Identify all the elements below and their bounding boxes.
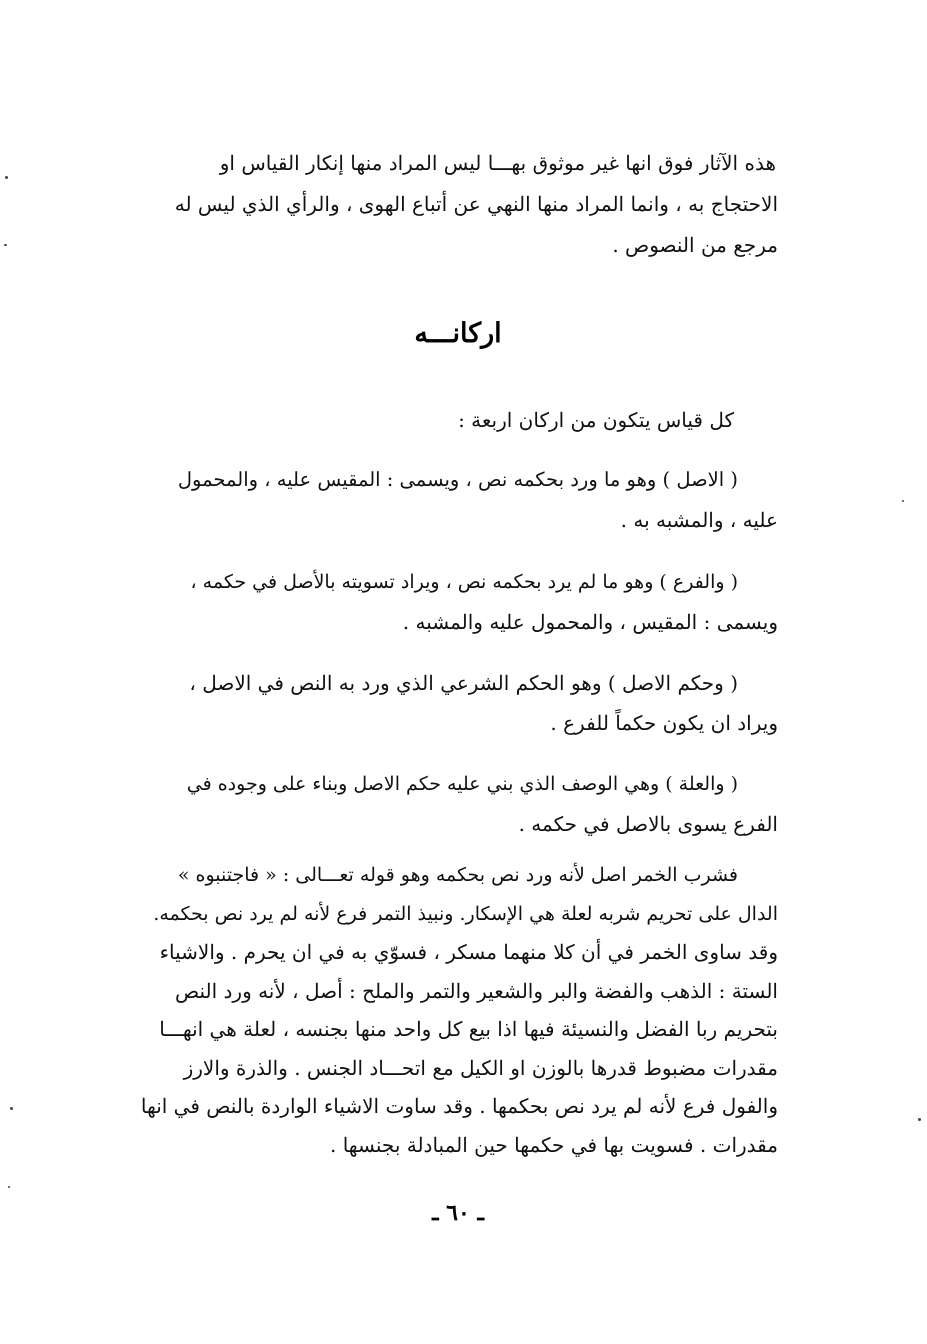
- scan-speck: [8, 1186, 10, 1188]
- scan-speck: [4, 244, 7, 246]
- example-line: فشرب الخمر اصل لأنه ورد نص بحكمه وهو قوله تعـــالى : « فاجتنبوه »: [177, 864, 738, 886]
- intro-line: الاحتجاج به ، وانما المراد منها النهي عن أتباع الهوى ، والرأي الذي ليس له: [174, 192, 778, 216]
- pillar-line: ويسمى : المقيس ، والمحمول عليه والمشبه .: [402, 610, 778, 634]
- pillar-asl: [138, 460, 778, 540]
- example-line: وقد ساوى الخمر في أن كلا منهما مسكر ، فسوّي به في ان يحرم . والاشياء: [159, 940, 778, 964]
- pillar-line: ( الاصل ) وهو ما ورد بحكمه نص ، ويسمى : المقيس عليه ، والمحمول: [177, 468, 738, 491]
- scan-speck: [918, 1118, 921, 1121]
- pillar-line: الفرع يسوى بالاصل في حكمه .: [518, 812, 778, 836]
- example-line: الدال على تحريم شربه لعلة هي الإسكار. ونبيذ التمر فرع لأنه لم يرد نص بحكمه.: [153, 902, 778, 925]
- intro-line: هذه الآثار فوق انها غير موثوق بهـــا ليس المراد منها إنكار القياس او: [219, 151, 776, 175]
- scan-speck: [902, 500, 904, 502]
- pillar-line: ( والعلة ) وهي الوصف الذي بني عليه حكم الاصل وبناء على وجوده في: [186, 773, 738, 795]
- example-line: الستة : الذهب والفضة والبر والشعير والتمر والملح : أصل ، لأنه ورد النص: [174, 978, 778, 1003]
- pillar-line: ( والفرع ) وهو ما لم يرد بحكمه نص ، ويراد تسويته بالأصل في حكمه ،: [190, 571, 738, 593]
- intro-line: مرجع من النصوص .: [612, 233, 778, 257]
- example-line: والفول فرع لأنه لم يرد نص بحكمها . وقد ساوت الاشياء الواردة بالنص في انها: [140, 1094, 778, 1118]
- example-line: مقدرات مضبوط قدرها بالوزن او الكيل مع اتحـــاد الجنس . والذرة والارز: [183, 1055, 778, 1080]
- scan-speck: [10, 1107, 13, 1110]
- lead-line: [138, 400, 778, 440]
- example-line: بتحريم ربا الفضل والنسيئة فيها اذا بيع كل واحد منها بجنسه ، لعلة هي انهـــا: [159, 1017, 778, 1041]
- section-heading: اركانـــه: [414, 318, 502, 349]
- example-paragraph: [138, 856, 778, 1164]
- lead-text: كل قياس يتكون من اركان اربعة :: [458, 408, 734, 432]
- intro-paragraph: [138, 143, 778, 266]
- pillar-hukm: [138, 663, 778, 743]
- pillar-far: [138, 562, 778, 642]
- pillar-line: ويراد ان يكون حكماً للفرع .: [550, 711, 778, 735]
- example-line: مقدرات . فسويت بها في حكمها حين المبادلة بجنسها .: [330, 1132, 778, 1157]
- pillar-line: عليه ، والمشبه به .: [620, 508, 778, 532]
- pillar-line: ( وحكم الاصل ) وهو الحكم الشرعي الذي ورد به النص في الاصل ،: [189, 671, 738, 695]
- page-number: ـ ٦٠ ـ: [432, 1200, 484, 1226]
- pillar-illa: [138, 764, 778, 844]
- scan-speck: [5, 176, 8, 179]
